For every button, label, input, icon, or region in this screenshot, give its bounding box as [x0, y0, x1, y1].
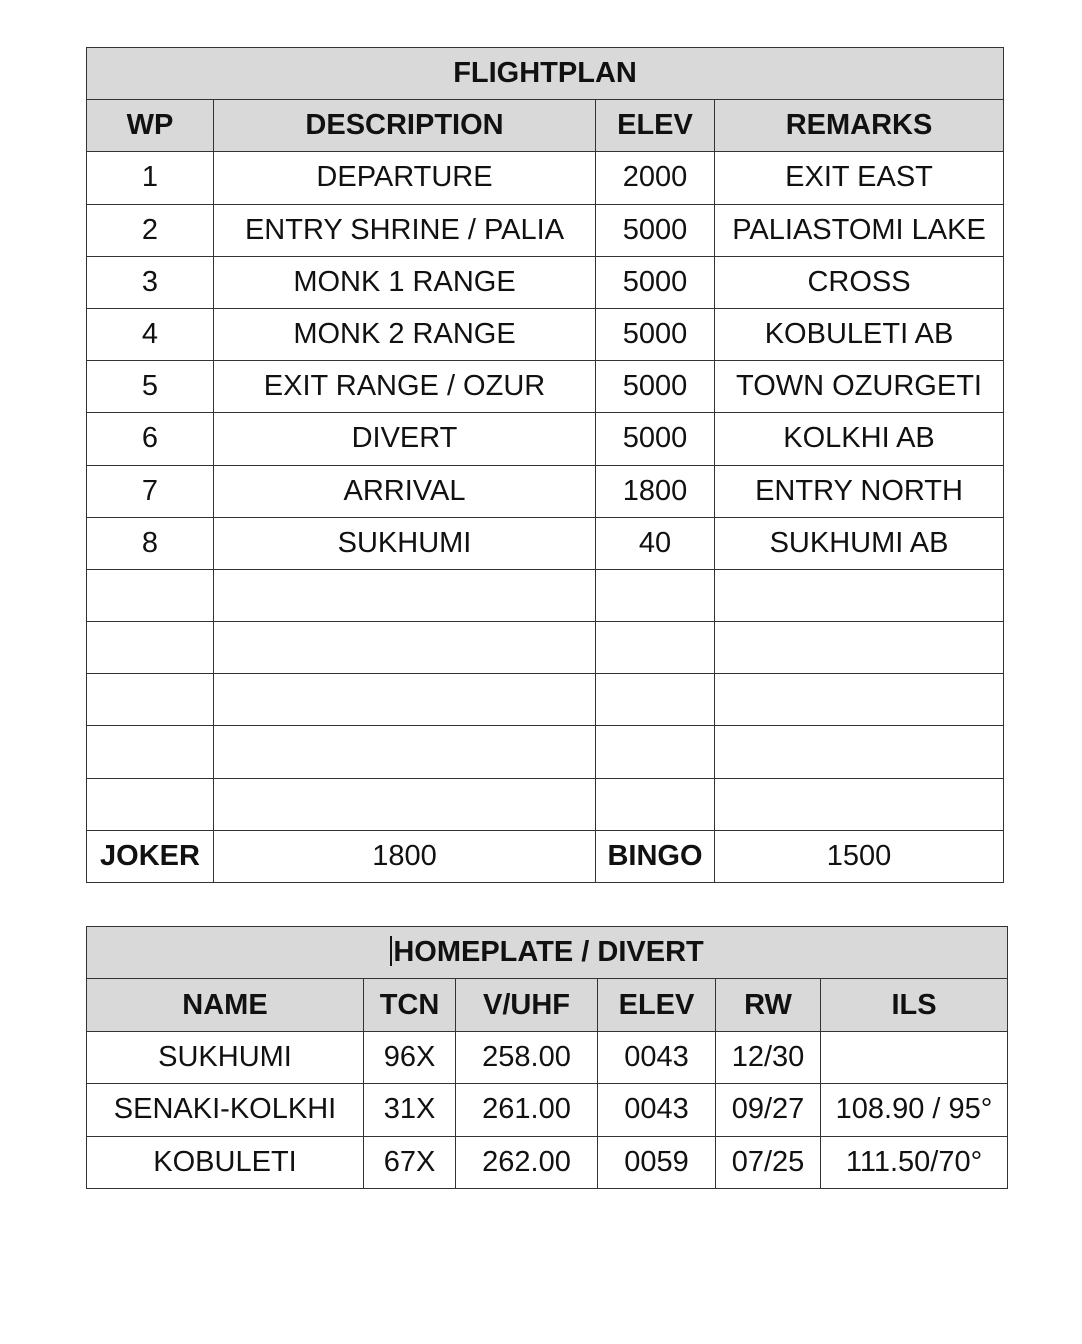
column-header-wp[interactable]: WP [87, 100, 214, 152]
empty-cell[interactable] [87, 622, 214, 674]
vuhf-cell[interactable]: 261.00 [456, 1084, 598, 1136]
description-cell[interactable]: DEPARTURE [214, 152, 596, 204]
empty-waypoint-row [87, 778, 1004, 830]
waypoint-row [87, 152, 1004, 204]
empty-cell[interactable] [596, 778, 715, 830]
waypoint-row [87, 413, 1004, 465]
column-header-ils[interactable]: ILS [821, 979, 1008, 1031]
flightplan-table [86, 47, 1004, 883]
column-header-remarks[interactable]: REMARKS [715, 100, 1004, 152]
elev-cell[interactable]: 5000 [596, 361, 715, 413]
remarks-cell[interactable]: TOWN OZURGETI [715, 361, 1004, 413]
elev-cell[interactable]: 5000 [596, 308, 715, 360]
waypoint-row [87, 256, 1004, 308]
remarks-cell[interactable]: SUKHUMI AB [715, 517, 1004, 569]
ils-cell[interactable] [821, 1031, 1008, 1083]
wp-cell[interactable]: 8 [87, 517, 214, 569]
column-header-description[interactable]: DESCRIPTION [214, 100, 596, 152]
homeplate-title-row [87, 927, 1008, 979]
name-cell[interactable]: KOBULETI [87, 1136, 364, 1188]
empty-cell[interactable] [715, 674, 1004, 726]
remarks-cell[interactable]: CROSS [715, 256, 1004, 308]
wp-cell[interactable]: 6 [87, 413, 214, 465]
tcn-cell[interactable]: 67X [364, 1136, 456, 1188]
waypoint-row [87, 361, 1004, 413]
remarks-cell[interactable]: PALIASTOMI LAKE [715, 204, 1004, 256]
homeplate-table [86, 926, 1008, 1189]
name-cell[interactable]: SENAKI-KOLKHI [87, 1084, 364, 1136]
empty-cell[interactable] [715, 726, 1004, 778]
empty-cell[interactable] [87, 569, 214, 621]
empty-cell[interactable] [596, 622, 715, 674]
wp-cell[interactable]: 5 [87, 361, 214, 413]
bingo-label[interactable]: BINGO [596, 830, 715, 882]
airfield-row [87, 1136, 1008, 1188]
airfield-row [87, 1031, 1008, 1083]
empty-cell[interactable] [596, 674, 715, 726]
elev-cell[interactable]: 0043 [598, 1031, 716, 1083]
wp-cell[interactable]: 4 [87, 308, 214, 360]
elev-cell[interactable]: 5000 [596, 204, 715, 256]
column-header-elev[interactable]: ELEV [598, 979, 716, 1031]
empty-cell[interactable] [87, 778, 214, 830]
tcn-cell[interactable]: 31X [364, 1084, 456, 1136]
elev-cell[interactable]: 40 [596, 517, 715, 569]
empty-cell[interactable] [214, 726, 596, 778]
remarks-cell[interactable]: EXIT EAST [715, 152, 1004, 204]
remarks-cell[interactable]: KOLKHI AB [715, 413, 1004, 465]
empty-cell[interactable] [596, 569, 715, 621]
flightplan-header-row [87, 100, 1004, 152]
waypoint-row [87, 204, 1004, 256]
airfield-row [87, 1084, 1008, 1136]
empty-cell[interactable] [715, 778, 1004, 830]
empty-cell[interactable] [87, 674, 214, 726]
column-header-rw[interactable]: RW [716, 979, 821, 1031]
empty-cell[interactable] [715, 622, 1004, 674]
empty-cell[interactable] [214, 622, 596, 674]
description-cell[interactable]: ARRIVAL [214, 465, 596, 517]
column-header-elev[interactable]: ELEV [596, 100, 715, 152]
remarks-cell[interactable]: KOBULETI AB [715, 308, 1004, 360]
empty-cell[interactable] [87, 726, 214, 778]
elev-cell[interactable]: 1800 [596, 465, 715, 517]
ils-cell[interactable]: 111.50/70° [821, 1136, 1008, 1188]
elev-cell[interactable]: 5000 [596, 413, 715, 465]
description-cell[interactable]: ENTRY SHRINE / PALIA [214, 204, 596, 256]
tcn-cell[interactable]: 96X [364, 1031, 456, 1083]
elev-cell[interactable]: 0059 [598, 1136, 716, 1188]
wp-cell[interactable]: 2 [87, 204, 214, 256]
empty-cell[interactable] [214, 569, 596, 621]
waypoint-row [87, 308, 1004, 360]
empty-cell[interactable] [214, 778, 596, 830]
wp-cell[interactable]: 7 [87, 465, 214, 517]
elev-cell[interactable]: 0043 [598, 1084, 716, 1136]
bingo-value[interactable]: 1500 [715, 830, 1004, 882]
joker-label[interactable]: JOKER [87, 830, 214, 882]
description-cell[interactable]: DIVERT [214, 413, 596, 465]
empty-waypoint-row [87, 726, 1004, 778]
empty-waypoint-row [87, 569, 1004, 621]
waypoint-row [87, 465, 1004, 517]
column-header-vuhf[interactable]: V/UHF [456, 979, 598, 1031]
empty-cell[interactable] [214, 674, 596, 726]
remarks-cell[interactable]: ENTRY NORTH [715, 465, 1004, 517]
flightplan-title-row [87, 48, 1004, 100]
column-header-name[interactable]: NAME [87, 979, 364, 1031]
ils-cell[interactable]: 108.90 / 95° [821, 1084, 1008, 1136]
vuhf-cell[interactable]: 258.00 [456, 1031, 598, 1083]
waypoint-row [87, 517, 1004, 569]
empty-cell[interactable] [596, 726, 715, 778]
description-cell[interactable]: SUKHUMI [214, 517, 596, 569]
description-cell[interactable]: MONK 2 RANGE [214, 308, 596, 360]
rw-cell[interactable]: 09/27 [716, 1084, 821, 1136]
rw-cell[interactable]: 12/30 [716, 1031, 821, 1083]
rw-cell[interactable]: 07/25 [716, 1136, 821, 1188]
wp-cell[interactable]: 3 [87, 256, 214, 308]
homeplate-title-cell[interactable] [87, 927, 1008, 979]
elev-cell[interactable]: 5000 [596, 256, 715, 308]
homeplate-title: HOMEPLATE / DIVERT [393, 936, 704, 969]
homeplate-header-row [87, 979, 1008, 1031]
empty-cell[interactable] [715, 569, 1004, 621]
wp-cell[interactable]: 1 [87, 152, 214, 204]
description-cell[interactable]: MONK 1 RANGE [214, 256, 596, 308]
elev-cell[interactable]: 2000 [596, 152, 715, 204]
joker-value[interactable]: 1800 [214, 830, 596, 882]
name-cell[interactable]: SUKHUMI [87, 1031, 364, 1083]
flightplan-title[interactable]: FLIGHTPLAN [87, 48, 1004, 100]
empty-waypoint-row [87, 622, 1004, 674]
description-cell[interactable]: EXIT RANGE / OZUR [214, 361, 596, 413]
column-header-tcn[interactable]: TCN [364, 979, 456, 1031]
fuel-footer-row [87, 830, 1004, 882]
vuhf-cell[interactable]: 262.00 [456, 1136, 598, 1188]
empty-waypoint-row [87, 674, 1004, 726]
